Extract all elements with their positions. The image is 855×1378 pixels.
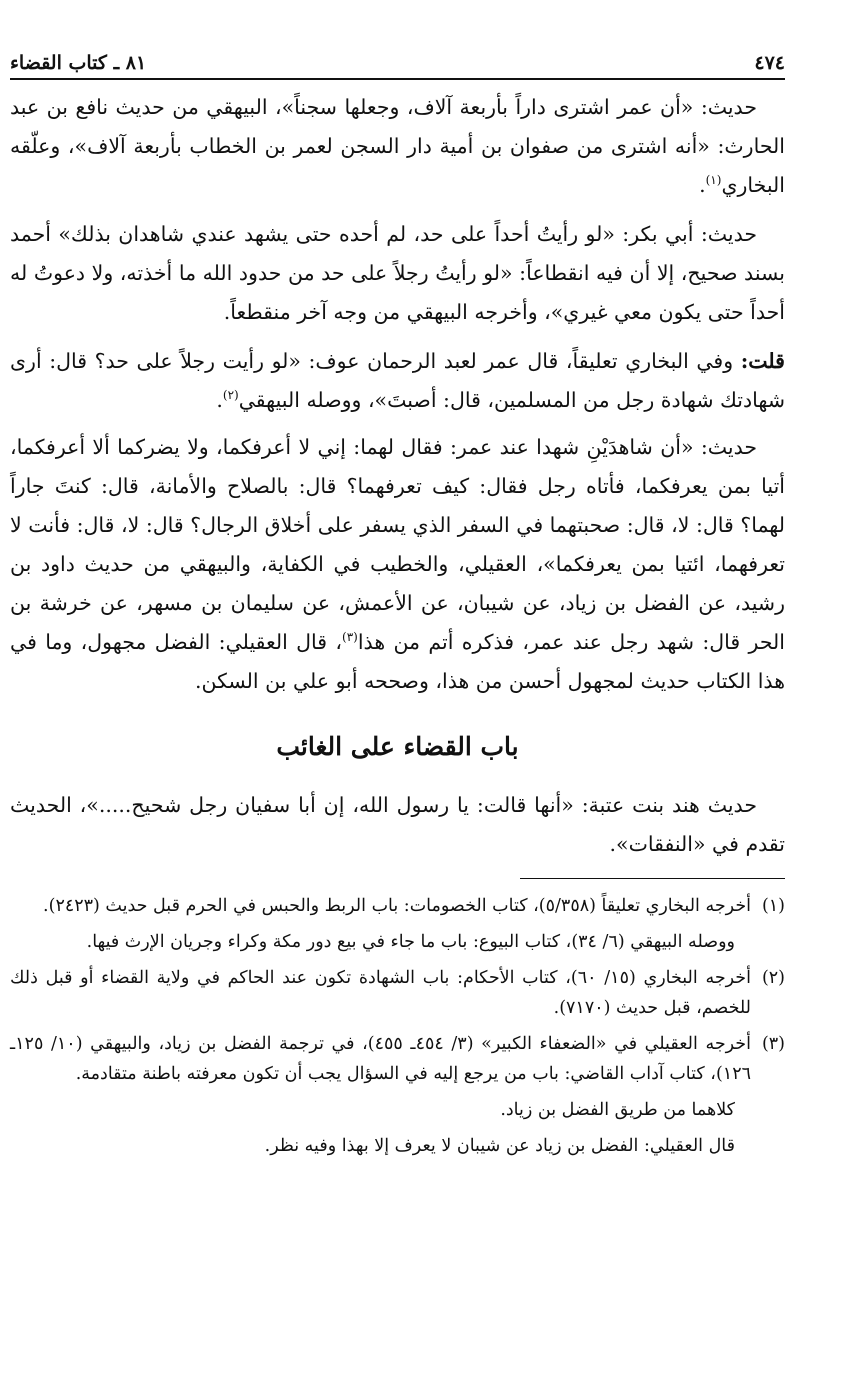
footnote-1-text: أخرجه البخاري تعليقاً (٥/٣٥٨)، كتاب الخصومات: باب الربط والحبس في الحرم قبل حديث (٢٤٢٣). <box>43 896 751 916</box>
footnote-ref-2: (٢) <box>222 388 239 403</box>
footnote-3-text: أخرجه العقيلي في «الضعفاء الكبير» (٣/ ٤٥٤ـ ٤٥٥)، في ترجمة الفضل بن زياد، والبيهقي (١٠/ ١٢٥ـ ١٢٦)، كتاب آداب القاضي: باب من يرجع إليه في السؤال يجب أن تكون معرفته باطنة متقادمة. <box>10 1034 751 1084</box>
footnote-1-continuation: ووصله البيهقي (٦/ ٣٤)، كتاب البيوع: باب ما جاء في بيع دور مكة وكراء وجريان الإرث فيها. <box>86 932 735 952</box>
paragraph-4-end: ، قال العقيلي: الفضل مجهول، وما في هذا الكتاب حديث لمجهول أحسن من هذا، وصححه أبو علي بن السكن. <box>10 630 785 693</box>
section-heading: باب القضاء على الغائب <box>276 732 519 761</box>
paragraph-3-end: . <box>216 388 223 412</box>
footnote-3-number: (٣) <box>761 1034 785 1054</box>
footnote-3-continuation-2: قال العقيلي: الفضل بن زياد عن شيبان لا يعرف إلا بهذا وفيه نظر. <box>264 1136 735 1156</box>
qult-label: قلت: <box>740 349 785 373</box>
paragraph-4-text: حديث: «أن شاهدَيْنِ شهدا عند عمر: فقال لهما: إني لا أعرفكما، ولا يضركما ألا أعرفكما، أتيا بمن يعرفكما، فأتاه رجل فقال: كيف تعرفهما؟ قال: بالصلاح والأمانة، قال: كنتَ جاراً لهما؟ قال: لا، قال: صحبتهما في السفر الذي يسفر على أخلاق الرجال؟ قال: لا، قال: فأنت لا تعرفهما، ائتيا بمن يعرفكما»، العقيلي، والخطيب في الكفاية، والبيهقي من حديث داود بن رشيد، عن الفضل بن زياد، عن شيبان، عن الأعمش، عن سليمان بن مسهر، عن خرشة بن الحر قال: شهد رجل عند عمر، فذكره أتم من هذا <box>10 435 785 654</box>
footnote-1-number: (١) <box>761 896 785 916</box>
footnotes-divider <box>520 878 785 879</box>
footnote-3 <box>10 1029 785 1089</box>
paragraph-1-end: . <box>699 173 706 197</box>
paragraph-1-text: حديث: «أن عمر اشترى داراً بأربعة آلاف، وجعلها سجناً»، البيهقي من حديث نافع بن عبد الحارث: «أنه اشترى من صفوان بن أمية دار السجن لعمر بن الخطاب بأربعة آلاف»، وعلّقه البخاري <box>10 95 785 197</box>
running-header <box>10 44 785 80</box>
paragraph-1 <box>10 88 785 205</box>
paragraph-3 <box>10 342 785 420</box>
paragraph-5: حديث هند بنت عتبة: «أنها قالت: يا رسول الله، إن أبا سفيان رجل شحيح.....»، الحديث تقدم في «النفقات». <box>10 793 785 856</box>
main-text <box>10 88 785 1167</box>
chapter-title: ٨١ ـ كتاب القضاء <box>10 52 147 74</box>
paragraph-2: حديث: أبي بكر: «لو رأيتُ أحداً على حد، لم أحده حتى يشهد عندي شاهدان بذلك» أحمد بسند صحيح، إلا أن فيه انقطاعاً: «لو رأيتُ رجلاً على حد من حدود الله ما أخذته، ولا دعوتُ له أحداً حتى يكون معي غيري»، وأخرجه البيهقي من وجه آخر منقطعاً. <box>10 222 785 324</box>
footnote-2-number: (٢) <box>761 968 785 988</box>
footnote-2 <box>10 963 785 1023</box>
footnotes <box>10 891 785 1161</box>
footnote-1 <box>10 891 785 921</box>
footnote-3-continuation-1: كلاهما من طريق الفضل بن زياد. <box>500 1100 735 1120</box>
page-number: ٤٧٤ <box>754 52 785 74</box>
paragraph-4 <box>10 428 785 701</box>
footnote-2-text: أخرجه البخاري (١٥/ ٦٠)، كتاب الأحكام: باب الشهادة تكون عند الحاكم في ولاية القضاء أو قبل ذلك للخصم، قبل حديث (٧١٧٠). <box>10 968 751 1018</box>
paragraph-3-text: وفي البخاري تعليقاً، قال عمر لعبد الرحمان عوف: «لو رأيت رجلاً على حد؟ قال: أرى شهادتك شهادة رجل من المسلمين، قال: أصبتَ»، ووصله البيهقي <box>10 349 785 412</box>
footnote-ref-3: (٣) <box>342 630 358 645</box>
footnote-ref-1: (١) <box>705 173 722 188</box>
